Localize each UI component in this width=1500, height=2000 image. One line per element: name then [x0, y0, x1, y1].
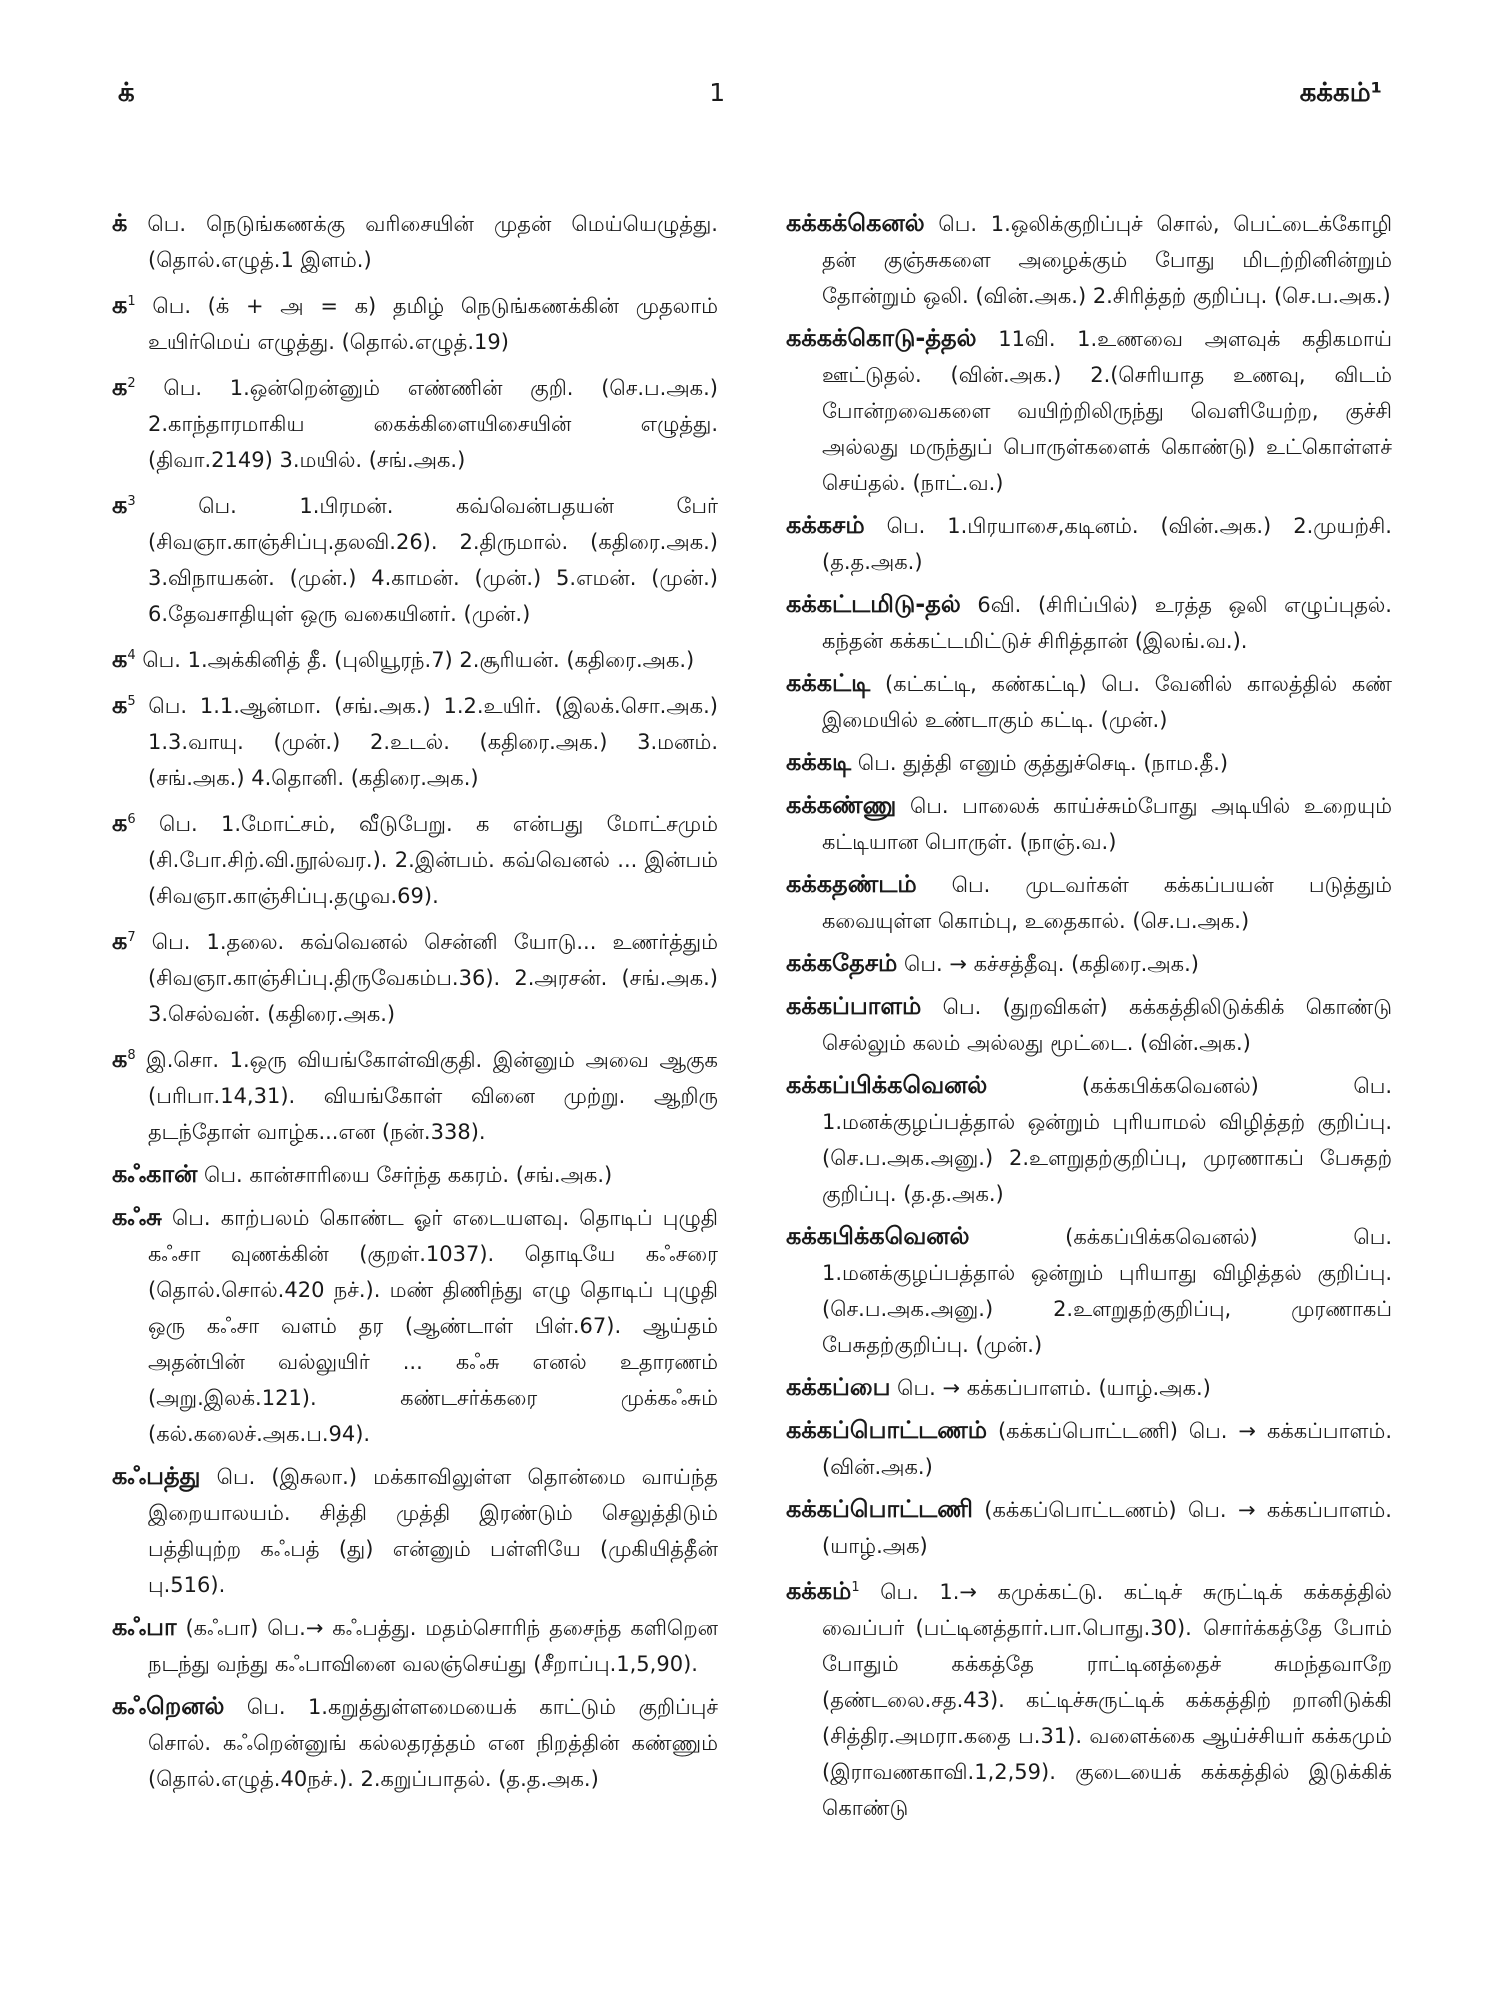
dictionary-entry	[786, 205, 1392, 314]
right-column	[786, 205, 1392, 1975]
homonym-number: 4	[127, 648, 136, 663]
dictionary-entry	[786, 1218, 1392, 1363]
dictionary-entry	[786, 866, 1392, 939]
headword: கஃசு	[112, 1203, 162, 1231]
headword: க	[112, 1045, 128, 1073]
entry-definition: பெ. (க் + அ = க) தமிழ் நெடுங்கணக்கின் முதலாம் உயிர்மெய் எழுத்து. (தொல்.எழுத்.19)	[148, 294, 718, 354]
dictionary-entry	[786, 507, 1392, 580]
headword: கக்கடி	[786, 748, 852, 776]
dictionary-entry	[112, 1199, 718, 1452]
dictionary-entry	[786, 665, 1392, 738]
headword: க்	[112, 209, 128, 237]
homonym-number: 2	[127, 376, 136, 391]
entry-definition: பெ. → கக்கப்பாளம். (யாழ்.அக.)	[897, 1376, 1211, 1400]
dictionary-entry	[786, 320, 1392, 501]
entry-definition: பெ. காற்பலம் கொண்ட ஓர் எடையளவு. தொடிப் புழுதி கஃசா வுணக்கின் (குறள்.1037). தொடியே கஃசரை (தொல்.சொல்.420 நச்.). மண் திணிந்து எழு தொடிப் புழுதி ஒரு கஃசா வளம் தர (ஆண்டாள் பிள்.67). ஆய்தம் அதன்பின் வல்லுயிர் ... கஃசு எனல் உதாரணம் (அறு.இலக்.121). கண்டசர்க்கரை முக்கஃசும் (கல்.கலைச்.அக.ப.94).	[148, 1206, 718, 1446]
headword: கக்கப்பொட்டணம்	[786, 1416, 988, 1444]
headword: க	[112, 491, 128, 519]
dictionary-entry	[112, 284, 718, 360]
entry-definition: பெ. 1.கறுத்துள்ளமையைக் காட்டும் குறிப்புச் சொல். கஃறென்னுங் கல்லதரத்தம் என நிறத்தின் கண்ணும் (தொல்.எழுத்.40நச்.). 2.கறுப்பாதல். (த.த.அக.)	[148, 1695, 718, 1791]
entry-definition: (கட்கட்டி, கண்கட்டி) பெ. வேனில் காலத்தில் கண் இமையில் உண்டாகும் கட்டி. (முன்.)	[822, 672, 1392, 732]
headword: க	[112, 373, 128, 401]
dictionary-entry	[112, 205, 718, 278]
entry-definition: பெ. → கச்சத்தீவு. (கதிரை.அக.)	[904, 952, 1199, 976]
entry-definition: பெ. 1.பிரயாசை,கடினம். (வின்.அக.) 2.முயற்சி. (த.த.அக.)	[822, 514, 1392, 574]
header-right-guideword: கக்கம்¹	[1299, 78, 1382, 108]
entry-definition: (கக்கப்பொட்டணி) பெ. → கக்கப்பாளம். (வின்.அக.)	[822, 1419, 1392, 1479]
homonym-number: 8	[127, 1048, 136, 1063]
headword: கக்கப்பாளம்	[786, 992, 922, 1020]
dictionary-entry	[112, 638, 718, 678]
entry-definition: பெ. (துறவிகள்) கக்கத்திலிடுக்கிக் கொண்டு செல்லும் கலம் அல்லது மூட்டை. (வின்.அக.)	[822, 995, 1392, 1055]
entry-definition: பெ. துத்தி எனும் குத்துச்செடி. (நாம.தீ.)	[857, 751, 1229, 775]
homonym-number: 7	[127, 930, 136, 945]
headword: கஃபா	[112, 1613, 177, 1641]
dictionary-entry	[112, 366, 718, 478]
entry-definition: (கக்கப்பொட்டணம்) பெ. → கக்கப்பாளம். (யாழ்.அக)	[822, 1498, 1392, 1558]
entry-definition: பெ. 1.ஒலிக்குறிப்புச் சொல், பெட்டைக்கோழி தன் குஞ்சுகளை அழைக்கும் போது மிடற்றினின்றும் தோன்றும் ஒலி. (வின்.அக.) 2.சிரித்தற் குறிப்பு. (செ.ப.அக.)	[822, 212, 1392, 308]
dictionary-entry	[112, 1688, 718, 1797]
entry-definition: பெ. நெடுங்கணக்கு வரிசையின் முதன் மெய்யெழுத்து. (தொல்.எழுத்.1 இளம்.)	[147, 212, 718, 272]
dictionary-entry	[112, 920, 718, 1032]
entry-definition: பெ. 1.தலை. கவ்வெனல் சென்னி யோடு... உணர்த்தும் (சிவஞா.காஞ்சிப்பு.திருவேகம்ப.36). 2.அரசன். (சங்.அக.) 3.செல்வன். (கதிரை.அக.)	[148, 930, 718, 1026]
dictionary-entry	[112, 1458, 718, 1603]
entry-definition: பெ. 1.மோட்சம், வீடுபேறு. க என்பது மோட்சமும் (சி.போ.சிற்.வி.நூல்வர.). 2.இன்பம். கவ்வெனல் ... இன்பம் (சிவஞா.காஞ்சிப்பு.தழுவ.69).	[148, 812, 718, 908]
headword: கக்கப்பிக்கவெனல்	[786, 1071, 988, 1099]
headword: கஃகான்	[112, 1160, 198, 1188]
dictionary-entry	[786, 1412, 1392, 1485]
headword: க	[112, 927, 128, 955]
entry-definition: இ.சொ. 1.ஒரு வியங்கோள்விகுதி. இன்னும் அவை ஆகுக (பரிபா.14,31). வியங்கோள் வினை முற்று. ஆறிரு தடந்தோள் வாழ்க...என (நன்.338).	[146, 1048, 718, 1144]
dictionary-entry	[786, 744, 1392, 781]
headword: க	[112, 691, 128, 719]
entry-definition: 11வி. 1.உணவை அளவுக் கதிகமாய் ஊட்டுதல். (வின்.அக.) 2.(செரியாத உணவு, விடம் போன்றவைகளை வயிற்றிலிருந்து வெளியேற்ற, குச்சி அல்லது மருந்துப் பொருள்களைக் கொண்டு) உட்கொள்ளச் செய்தல். (நாட்.வ.)	[822, 327, 1392, 495]
dictionary-entry	[112, 1038, 718, 1150]
homonym-number: 1	[127, 294, 136, 309]
entry-definition: பெ. பாலைக் காய்ச்சும்போது அடியில் உறையும் கட்டியான பொருள். (நாஞ்.வ.)	[822, 794, 1392, 854]
dictionary-entry	[786, 1067, 1392, 1212]
entry-definition: பெ. 1.ஒன்றென்னும் எண்ணின் குறி. (செ.ப.அக.) 2.காந்தாரமாகிய கைக்கிளையிசையின் எழுத்து. (திவா.2149) 3.மயில். (சங்.அக.)	[148, 376, 718, 472]
dictionary-entry	[786, 1570, 1392, 1826]
dictionary-entry	[786, 1491, 1392, 1564]
page-number: 1	[709, 78, 726, 107]
headword: கக்கக்கொடு-த்தல்	[786, 324, 977, 352]
dictionary-entry	[112, 1156, 718, 1193]
header-left-guideword: க்	[118, 78, 135, 108]
entry-definition: பெ. 1.பிரமன். கவ்வென்பதயன் பேர் (சிவஞா.காஞ்சிப்பு.தலவி.26). 2.திருமால். (கதிரை.அக.) 3.விநாயகன். (முன்.) 4.காமன். (முன்.) 5.எமன். (முன்.) 6.தேவசாதியுள் ஒரு வகையினர். (முன்.)	[148, 494, 718, 626]
dictionary-entry	[112, 802, 718, 914]
entry-definition: பெ. 1.அக்கினித் தீ. (புலியூரந்.7) 2.சூரியன். (கதிரை.அக.)	[142, 648, 695, 672]
headword: கஃபத்து	[112, 1462, 201, 1490]
homonym-number: 1	[851, 1580, 860, 1595]
dictionary-entry	[112, 684, 718, 796]
headword: க	[112, 809, 128, 837]
headword: கஃறெனல்	[112, 1692, 225, 1720]
headword: க	[112, 645, 128, 673]
headword: கக்கதேசம்	[786, 949, 898, 977]
entry-definition: பெ. கான்சாரியை சேர்ந்த ககரம். (சங்.அக.)	[204, 1163, 613, 1187]
dictionary-entry	[112, 1609, 718, 1682]
dictionary-entry	[786, 586, 1392, 659]
dictionary-entry	[112, 484, 718, 632]
dictionary-entry	[786, 1369, 1392, 1406]
homonym-number: 5	[127, 694, 136, 709]
headword: கக்கட்டமிடு-தல்	[786, 590, 961, 618]
headword: கக்கட்டி	[786, 669, 871, 697]
headword: கக்கம்	[786, 1577, 852, 1605]
homonym-number: 3	[127, 494, 136, 509]
dictionary-entry	[786, 945, 1392, 982]
dictionary-entry	[786, 787, 1392, 860]
headword: கக்கப்பை	[786, 1373, 891, 1401]
left-column	[112, 205, 718, 1975]
entry-definition: பெ. முடவர்கள் கக்கப்பயன் படுத்தும் கவையுள்ள கொம்பு, உதைகால். (செ.ப.அக.)	[822, 873, 1392, 933]
dictionary-columns	[112, 205, 1392, 1975]
entry-definition: (கஃபா) பெ.→ கஃபத்து. மதம்சொரிந் தசைந்த களிறென நடந்து வந்து கஃபாவினை வலஞ்செய்து (சீறாப்பு.1,5,90).	[148, 1616, 718, 1676]
headword: கக்கபிக்கவெனல்	[786, 1222, 970, 1250]
page-header	[118, 78, 1382, 118]
entry-definition: (கக்கப்பிக்கவெனல்) பெ. 1.மனக்குழப்பத்தால் ஒன்றும் புரியாது விழித்தல் குறிப்பு. (செ.ப.அக.அனு.) 2.உளறுதற்குறிப்பு, முரணாகப் பேசுதற்குறிப்பு. (முன்.)	[822, 1225, 1392, 1357]
entry-definition: பெ. (இசுலா.) மக்காவிலுள்ள தொன்மை வாய்ந்த இறையாலயம். சித்தி முத்தி இரண்டும் செலுத்திடும் பத்தியுற்ற கஃபத் (து) என்னும் பள்ளியே (முகியித்தீன் பு.516).	[148, 1465, 718, 1597]
entry-definition: (கக்கபிக்கவெனல்) பெ. 1.மனக்குழப்பத்தால் ஒன்றும் புரியாமல் விழித்தற் குறிப்பு. (செ.ப.அக.அனு.) 2.உளறுதற்குறிப்பு, முரணாகப் பேசுதற் குறிப்பு. (த.த.அக.)	[822, 1074, 1392, 1206]
headword: க	[112, 291, 128, 319]
headword: கக்கப்பொட்டணி	[786, 1495, 973, 1523]
entry-definition: 6வி. (சிரிப்பில்) உரத்த ஒலி எழுப்புதல். கந்தன் கக்கட்டமிட்டுச் சிரித்தான் (இலங்.வ.).	[822, 593, 1392, 653]
headword: கக்கதண்டம்	[786, 870, 917, 898]
headword: கக்கசம்	[786, 511, 865, 539]
entry-definition: பெ. 1.→ கமுக்கட்டு. கட்டிச் சுருட்டிக் கக்கத்தில் வைப்பர் (பட்டினத்தார்.பா.பொது.30). சொர்க்கத்தே போம் போதும் கக்கத்தே ராட்டினத்தைச் சுமந்தவாறே (தண்டலை.சத.43). கட்டிச்சுருட்டிக் கக்கத்திற் றானிடுக்கி (சித்திர.அமரா.கதை ப.31). வளைக்கை ஆய்ச்சியர் கக்கமும் (இராவணகாவி.1,2,59). குடையைக் கக்கத்தில் இடுக்கிக் கொண்டு	[822, 1580, 1392, 1820]
headword: கக்கண்ணு	[786, 791, 897, 819]
entry-definition: பெ. 1.1.ஆன்மா. (சங்.அக.) 1.2.உயிர். (இலக்.சொ.அக.) 1.3.வாயு. (முன்.) 2.உடல். (கதிரை.அக.) 3.மனம். (சங்.அக.) 4.தொனி. (கதிரை.அக.)	[148, 694, 718, 790]
headword: கக்கக்கெனல்	[786, 209, 925, 237]
homonym-number: 6	[127, 812, 136, 827]
dictionary-entry	[786, 988, 1392, 1061]
